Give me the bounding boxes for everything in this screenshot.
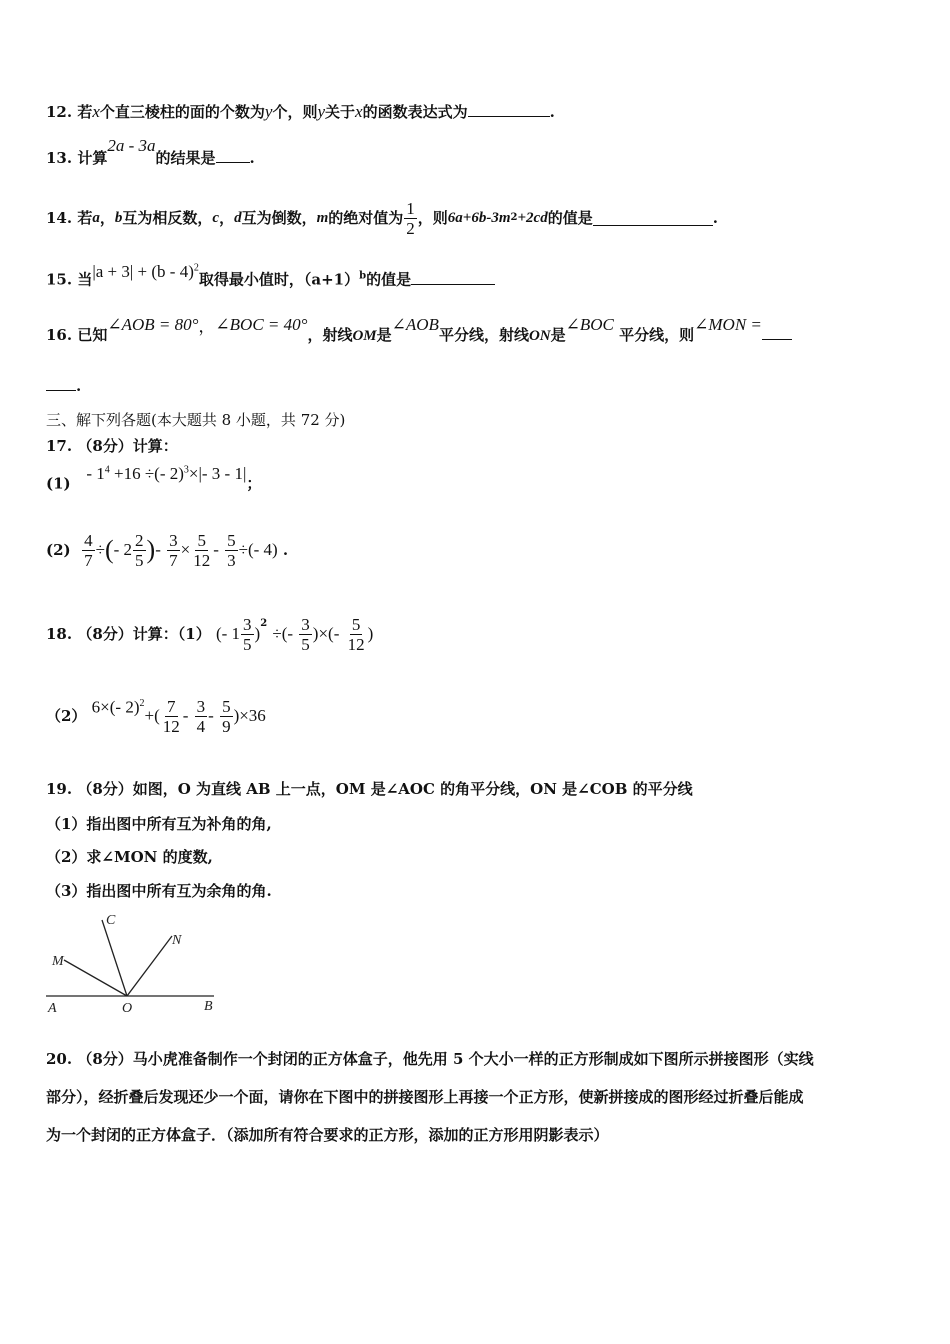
label-b: B — [204, 999, 213, 1014]
answer-blank[interactable] — [762, 325, 792, 340]
question-18: 18. （8分）计算：（1） (- 1 $\frac{3}{5}$ ) $^2$ ÷(- $\frac{3}{5}$ )×(- $\frac{5}{12}$ ) — [46, 614, 374, 654]
question-19-heading: 19. （8分）如图，O 为直线 AB 上一点，OM 是∠AOC 的角平分线，ON 是∠COB 的平分线 — [46, 780, 693, 798]
answer-blank-continued[interactable] — [46, 376, 76, 391]
math-expression: - $1^4 +16$ ÷(- 2)$^3$×|- 3 - 1| — [86, 463, 247, 483]
question-number: 13. — [46, 149, 73, 167]
angle-figure — [40, 908, 230, 1018]
fraction-one-half: $\frac{1}{2}$ — [406, 198, 415, 238]
question-16-continued: . — [46, 376, 81, 396]
answer-blank[interactable] — [468, 102, 550, 117]
label-m: M — [52, 954, 64, 969]
question-15: 15. 当|a + 3| + (b - 4)$^2$取得最小值时，$(a+1)^b$的值是 — [46, 266, 495, 290]
question-20-line-2: 部分），经折叠后发现还少一个面，请你在下图中的拼接图形上再接一个正方形，使新拼接成的图形经过折叠后能成 — [46, 1088, 804, 1106]
label-n: N — [172, 933, 182, 948]
question-number: 16. — [46, 326, 73, 344]
question-number: 14. — [46, 209, 73, 227]
question-20-line-1: 20. （8分）马小虎准备制作一个封闭的正方体盒子，他先用 5 个大小一样的正方形制成如下图所示拼接图形（实线 — [46, 1050, 814, 1068]
q19-sub-1: （1）指出图中所有互为补角的角, — [46, 815, 272, 833]
answer-blank[interactable] — [593, 211, 713, 226]
question-20-line-3: 为一个封闭的正方体盒子．（添加所有符合要求的正方形，添加的正方形用阴影表示） — [46, 1126, 609, 1144]
label-a: A — [48, 1001, 57, 1016]
section-title: 三、解下列各题(本大题共 8 小题，共 72 分) — [46, 411, 346, 429]
question-number: 15. — [46, 270, 73, 289]
question-12: 12. 若x个直三棱柱的面的个数为y个，则y关于x的函数表达式为 . — [46, 102, 555, 121]
answer-blank[interactable] — [411, 270, 495, 285]
label-o: O — [122, 1001, 133, 1016]
label-c: C — [106, 913, 116, 928]
math-expression: |a + 3| + (b - 4)$^2$ — [92, 261, 199, 281]
question-14: 14. 若 a ， b 互为相反数， c ， d 互为倒数， m 的绝对值为 $\frac{1}{2}$ ，则 6a+6b-3m 2 +2cd 的值是 . — [46, 198, 718, 238]
q17-part-1: $(1) - 1^4 +16$ ÷(- 2)$^3$×|- 3 - 1|； — [46, 463, 262, 493]
question-17-heading: 17. （8分）计算： — [46, 437, 178, 455]
q19-sub-3: （3）指出图中所有互为余角的角. — [46, 882, 272, 900]
question-13: 13. 计算2a - 3a的结果是 . — [46, 136, 255, 167]
q18-part-2: （2） 6×(- 2)$^2$ +( $\frac{7}{12}$ - $\frac{3}{4}$ - $\frac{5}{9}$ )×36 — [46, 696, 266, 736]
question-number: 12. — [46, 103, 73, 121]
q17-part-2: (2) $\frac{4}{7}$ ÷ ( - 2 $\frac{2}{5}$ ) - $\frac{3}{7}$ × $\frac{5}{12}$ - $\frac{5}{3}$ ÷(- 4) . — [46, 530, 289, 570]
question-16: 16. 已知∠AOB = 80°，∠BOC = 40°，射线OM是∠AOB平分线，射线ON是∠BOC 平分线，则∠MON = — [46, 325, 792, 346]
q19-sub-2: （2）求∠MON 的度数, — [46, 848, 213, 866]
ray-on — [127, 936, 172, 996]
math-expression: 2a - 3a — [107, 136, 156, 155]
answer-blank[interactable] — [216, 148, 250, 163]
